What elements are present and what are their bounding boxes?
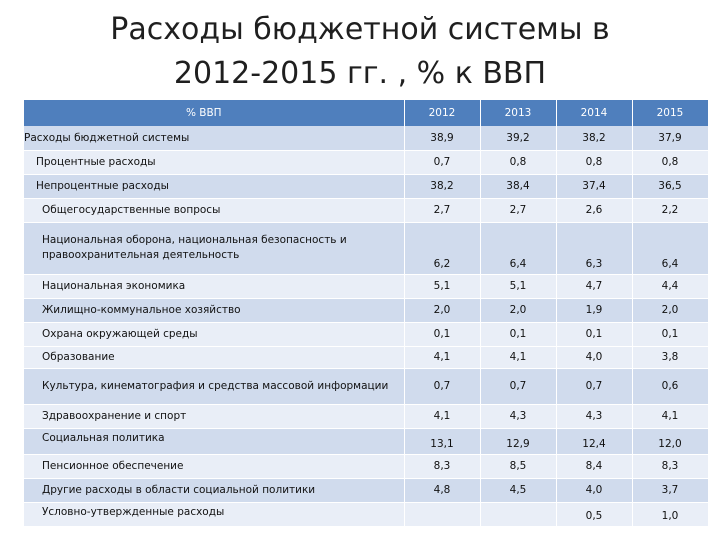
table-row <box>24 126 708 150</box>
header-indicator: % ВВП <box>24 100 404 126</box>
cell-value: 4,3 <box>480 404 556 428</box>
row-label: Образование <box>24 346 404 368</box>
table-row <box>24 150 708 174</box>
cell-value: 0,5 <box>556 502 632 526</box>
row-label: Охрана окружающей среды <box>24 322 404 346</box>
cell-value: 2,6 <box>556 198 632 222</box>
cell-value: 8,4 <box>556 454 632 478</box>
cell-value: 4,1 <box>404 404 480 428</box>
table-row <box>24 502 708 526</box>
cell-value: 13,1 <box>404 428 480 454</box>
table-row <box>24 404 708 428</box>
cell-value: 37,4 <box>556 174 632 198</box>
cell-value: 0,1 <box>556 322 632 346</box>
row-label: Расходы бюджетной системы <box>24 126 404 150</box>
cell-value: 0,7 <box>404 150 480 174</box>
table-row <box>24 274 708 298</box>
row-label: Общегосударственные вопросы <box>24 198 404 222</box>
cell-value: 1,9 <box>556 298 632 322</box>
cell-value: 38,9 <box>404 126 480 150</box>
cell-value: 4,1 <box>480 346 556 368</box>
cell-value: 6,2 <box>404 222 480 274</box>
cell-value: 2,2 <box>632 198 708 222</box>
cell-value: 39,2 <box>480 126 556 150</box>
cell-value: 12,9 <box>480 428 556 454</box>
table-row <box>24 454 708 478</box>
table-row <box>24 322 708 346</box>
title-line-2: 2012-2015 гг. , % к ВВП <box>173 56 547 91</box>
cell-value: 12,0 <box>632 428 708 454</box>
cell-value: 38,4 <box>480 174 556 198</box>
cell-value: 0,8 <box>480 150 556 174</box>
cell-value: 8,3 <box>632 454 708 478</box>
cell-value: 4,8 <box>404 478 480 502</box>
cell-value: 2,0 <box>480 298 556 322</box>
table-row <box>24 198 708 222</box>
cell-value <box>480 502 556 526</box>
cell-value: 4,1 <box>632 404 708 428</box>
header-year-2012: 2012 <box>404 100 480 126</box>
cell-value: 5,1 <box>404 274 480 298</box>
table-row <box>24 298 708 322</box>
cell-value: 0,8 <box>556 150 632 174</box>
cell-value: 0,7 <box>480 368 556 404</box>
row-label: Другие расходы в области социальной политики <box>24 478 404 502</box>
cell-value: 6,3 <box>556 222 632 274</box>
cell-value: 0,8 <box>632 150 708 174</box>
cell-value: 4,7 <box>556 274 632 298</box>
table-header-row <box>24 100 708 126</box>
row-label: Социальная политика <box>24 428 404 454</box>
budget-expenditure-table <box>24 100 709 527</box>
cell-value: 0,6 <box>632 368 708 404</box>
cell-value: 0,1 <box>480 322 556 346</box>
cell-value: 38,2 <box>404 174 480 198</box>
cell-value: 3,7 <box>632 478 708 502</box>
table-row <box>24 368 708 404</box>
row-label: Здравоохранение и спорт <box>24 404 404 428</box>
header-year-2013: 2013 <box>480 100 556 126</box>
cell-value: 6,4 <box>480 222 556 274</box>
header-year-2014: 2014 <box>556 100 632 126</box>
table-row <box>24 222 708 274</box>
row-label: Процентные расходы <box>24 150 404 174</box>
table-row <box>24 428 708 454</box>
cell-value: 36,5 <box>632 174 708 198</box>
cell-value: 38,2 <box>556 126 632 150</box>
row-label: Условно-утвержденные расходы <box>24 502 404 526</box>
cell-value: 8,5 <box>480 454 556 478</box>
cell-value: 5,1 <box>480 274 556 298</box>
cell-value: 2,7 <box>480 198 556 222</box>
cell-value: 4,3 <box>556 404 632 428</box>
cell-value: 4,5 <box>480 478 556 502</box>
cell-value: 2,0 <box>632 298 708 322</box>
slide-title <box>0 8 720 96</box>
table-row <box>24 346 708 368</box>
row-label: Культура, кинематография и средства массовой информации <box>24 368 404 404</box>
cell-value: 4,4 <box>632 274 708 298</box>
cell-value: 3,8 <box>632 346 708 368</box>
cell-value: 1,0 <box>632 502 708 526</box>
cell-value: 0,7 <box>404 368 480 404</box>
header-year-2015: 2015 <box>632 100 708 126</box>
title-line-1: Расходы бюджетной системы в <box>110 12 610 47</box>
cell-value: 12,4 <box>556 428 632 454</box>
row-label: Пенсионное обеспечение <box>24 454 404 478</box>
table-row <box>24 478 708 502</box>
cell-value: 4,1 <box>404 346 480 368</box>
cell-value: 2,0 <box>404 298 480 322</box>
row-label: Непроцентные расходы <box>24 174 404 198</box>
cell-value: 4,0 <box>556 346 632 368</box>
cell-value: 6,4 <box>632 222 708 274</box>
row-label: Жилищно-коммунальное хозяйство <box>24 298 404 322</box>
table-row <box>24 174 708 198</box>
cell-value: 37,9 <box>632 126 708 150</box>
row-label: Национальная экономика <box>24 274 404 298</box>
cell-value: 2,7 <box>404 198 480 222</box>
cell-value: 8,3 <box>404 454 480 478</box>
cell-value: 0,7 <box>556 368 632 404</box>
cell-value: 0,1 <box>404 322 480 346</box>
row-label: Национальная оборона, национальная безопасность и правоохранительная деятельность <box>24 222 404 274</box>
cell-value: 0,1 <box>632 322 708 346</box>
cell-value <box>404 502 480 526</box>
cell-value: 4,0 <box>556 478 632 502</box>
